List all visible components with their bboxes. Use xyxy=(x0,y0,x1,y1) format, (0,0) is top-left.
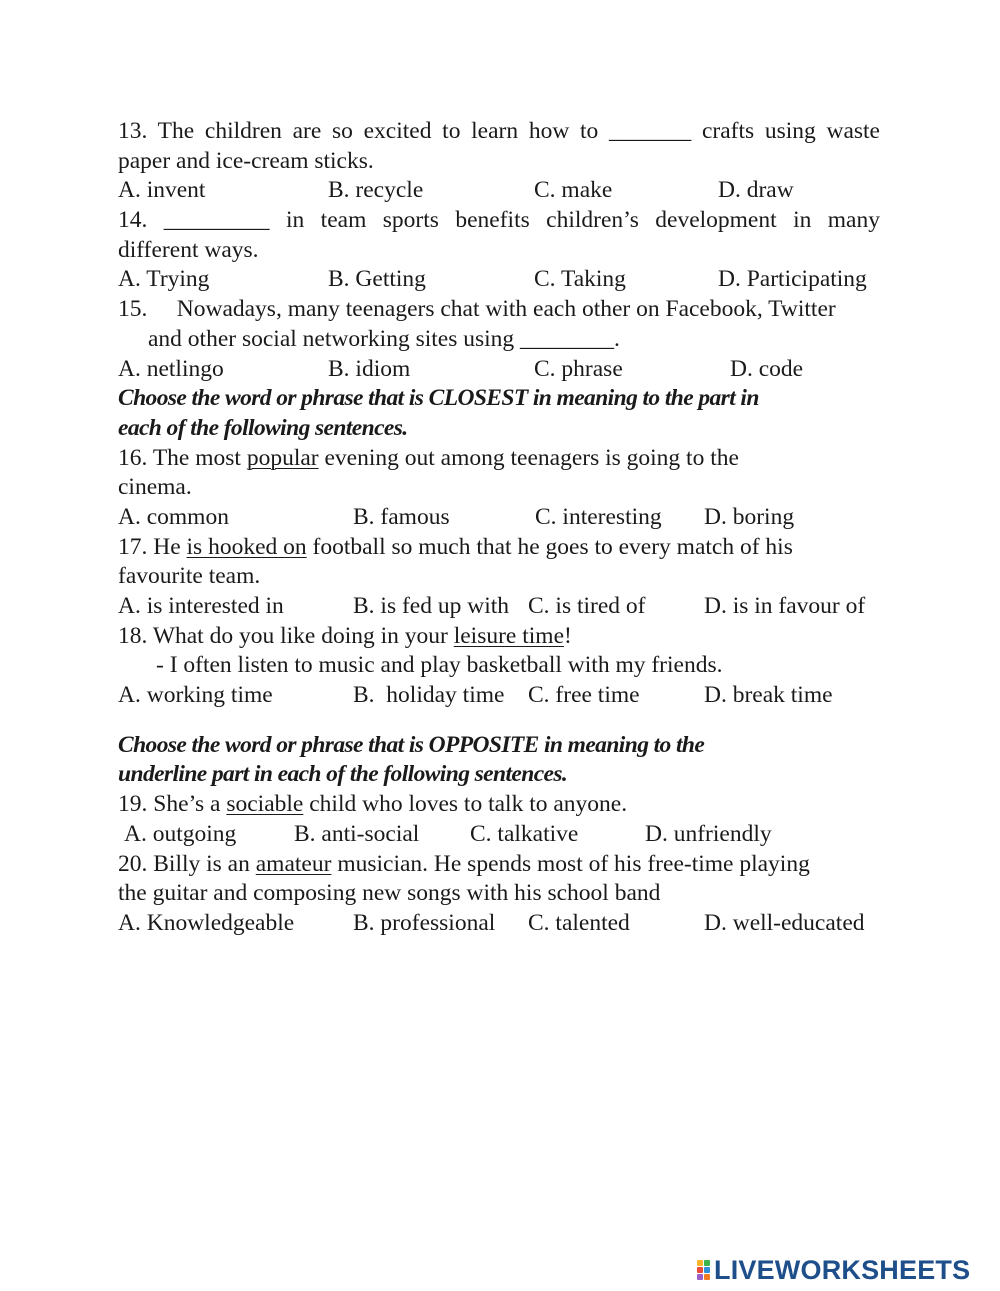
option-a[interactable]: A. Knowledgeable xyxy=(118,909,295,936)
question-18-text: 18. What do you like doing in your leisure time! xyxy=(118,622,572,649)
question-19-text: 19. She’s a sociable child who loves to talk to anyone. xyxy=(118,791,628,818)
question-14-options xyxy=(118,265,880,295)
question-16-text: 16. The most popular evening out among teenagers is going to the xyxy=(118,444,739,471)
option-c[interactable]: C. interesting xyxy=(535,503,662,530)
question-13-text: 13. The children are so excited to learn how to _______ crafts using waste xyxy=(118,118,880,144)
question-20-options xyxy=(118,909,880,939)
liveworksheets-logo[interactable] xyxy=(697,1255,970,1285)
option-c[interactable]: C. free time xyxy=(528,682,640,709)
option-c[interactable]: C. phrase xyxy=(534,355,623,382)
underlined-word: sociable xyxy=(226,791,304,818)
underlined-word: amateur xyxy=(255,850,332,877)
option-d[interactable]: D. draw xyxy=(718,177,794,204)
option-c[interactable]: C. Taking xyxy=(534,266,626,293)
question-20-text: 20. Billy is an amateur musician. He spends most of his free-time playing xyxy=(118,850,810,877)
option-a[interactable]: A. Trying xyxy=(118,266,210,293)
question-14-text-cont: different ways. xyxy=(118,236,259,263)
option-d[interactable]: D. well-educated xyxy=(704,909,865,936)
question-17-options xyxy=(118,592,880,622)
option-c[interactable]: C. talented xyxy=(528,909,630,936)
option-a[interactable]: A. working time xyxy=(118,682,273,709)
question-15-text: 15. Nowadays, many teenagers chat with each other on Facebook, Twitter xyxy=(118,296,836,323)
logo-block xyxy=(697,1274,703,1280)
question-18-answer-line: - I often listen to music and play basketball with my friends. xyxy=(156,652,723,679)
question-18-options xyxy=(118,681,880,711)
instruction-closest-heading: Choose the word or phrase that is CLOSEST in meaning to the part in xyxy=(118,385,759,412)
underlined-word: popular xyxy=(246,444,319,471)
option-d[interactable]: D. break time xyxy=(704,682,833,709)
brand-name: LIVEWORKSHEETS xyxy=(714,1254,971,1285)
option-b[interactable]: B. famous xyxy=(353,503,450,530)
question-13-text-cont: paper and ice-cream sticks. xyxy=(118,147,374,174)
option-c[interactable]: C. make xyxy=(534,177,613,204)
option-a[interactable]: A. common xyxy=(118,503,229,530)
question-16-text-cont: cinema. xyxy=(118,474,192,501)
option-d[interactable]: D. Participating xyxy=(718,266,867,293)
logo-block xyxy=(697,1260,703,1266)
option-d[interactable]: D. boring xyxy=(704,503,795,530)
option-b[interactable]: B. is fed up with xyxy=(353,593,510,619)
worksheet-content xyxy=(118,117,880,939)
question-19-options xyxy=(118,820,880,850)
option-a[interactable]: A. is interested in xyxy=(118,593,284,619)
logo-block xyxy=(697,1267,703,1273)
question-13-options xyxy=(118,176,880,206)
instruction-opposite-heading: Choose the word or phrase that is OPPOSITE in meaning to the xyxy=(118,731,705,758)
option-c[interactable]: C. talkative xyxy=(470,820,579,847)
option-c[interactable]: C. is tired of xyxy=(528,593,646,619)
option-d[interactable]: D. unfriendly xyxy=(645,820,772,847)
question-16-options xyxy=(118,503,880,533)
logo-block xyxy=(704,1260,710,1266)
underlined-phrase: leisure time xyxy=(453,622,565,649)
option-b[interactable]: B. professional xyxy=(353,909,496,936)
option-b[interactable]: B. idiom xyxy=(328,355,411,382)
option-a[interactable]: A. outgoing xyxy=(124,820,237,847)
question-17-text-cont: favourite team. xyxy=(118,563,261,590)
question-17-text: 17. He is hooked on football so much that he goes to every match of his xyxy=(118,533,793,560)
instruction-closest-heading-cont: each of the following sentences. xyxy=(118,414,408,441)
question-14-text: 14. _________ in team sports benefits children’s development in many xyxy=(118,207,880,234)
liveworksheets-blocks-icon xyxy=(697,1260,710,1280)
option-b[interactable]: B. recycle xyxy=(328,177,424,204)
logo-block xyxy=(704,1274,710,1280)
option-b[interactable]: B. holiday time xyxy=(353,682,505,709)
question-15-text-cont: and other social networking sites using ________. xyxy=(148,325,620,352)
question-20-text-cont: the guitar and composing new songs with his school band xyxy=(118,880,661,907)
question-15-options xyxy=(118,355,880,385)
underlined-phrase: is hooked on xyxy=(186,533,307,560)
logo-block xyxy=(704,1267,710,1273)
option-a[interactable]: A. invent xyxy=(118,177,206,204)
option-a[interactable]: A. netlingo xyxy=(118,355,224,382)
instruction-opposite-heading-cont: underline part in each of the following sentences. xyxy=(118,761,568,788)
option-b[interactable]: B. Getting xyxy=(328,266,426,293)
option-d[interactable]: D. is in favour of xyxy=(704,593,866,619)
option-d[interactable]: D. code xyxy=(730,355,804,382)
option-b[interactable]: B. anti-social xyxy=(294,820,420,847)
